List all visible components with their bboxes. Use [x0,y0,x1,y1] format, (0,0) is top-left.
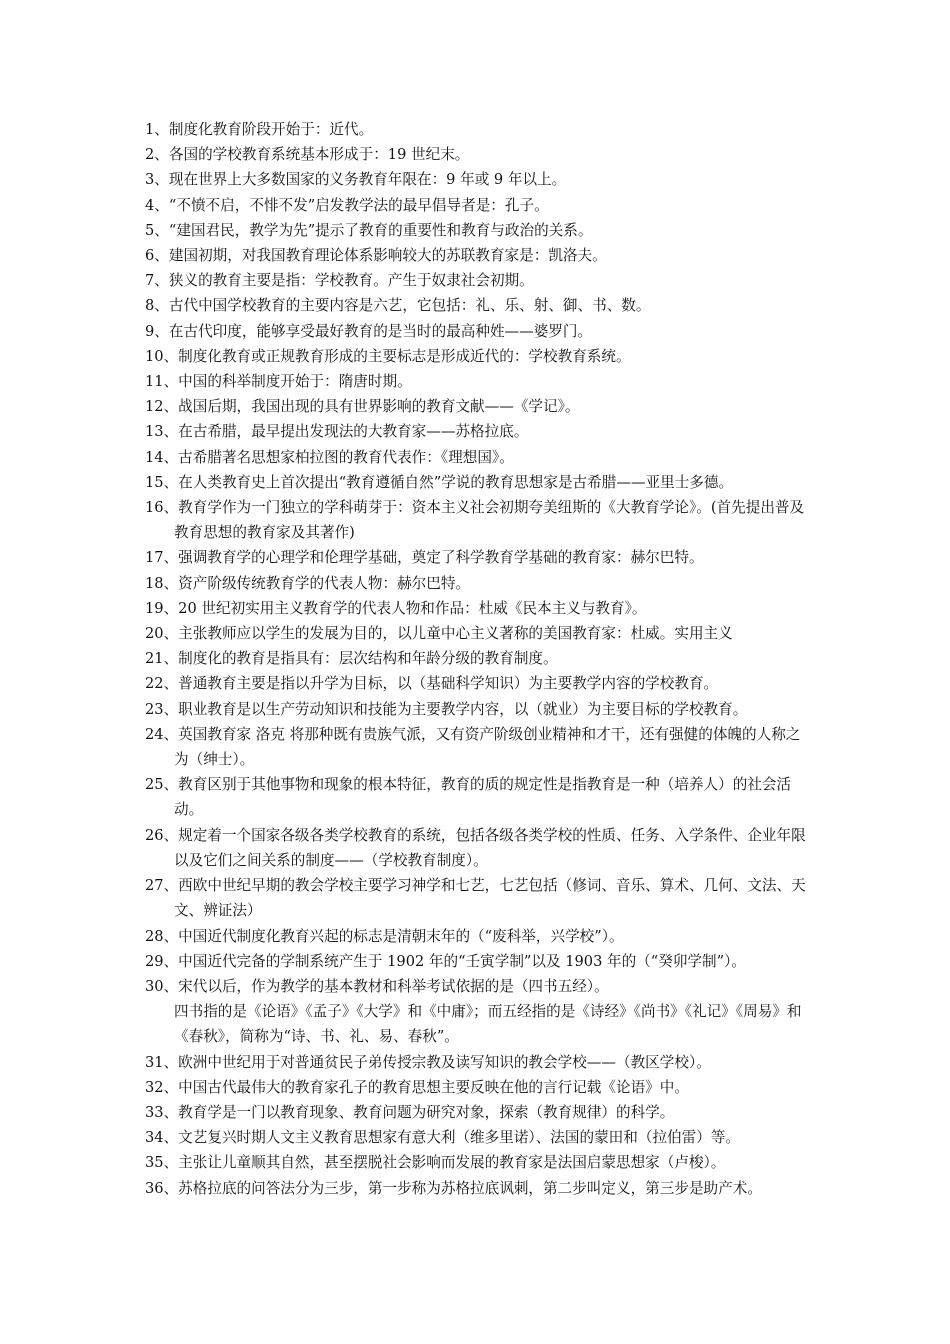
item-text: 狭义的教育主要是指：学校教育。产生于奴隶社会初期。 [168,272,534,290]
item-text: 四书指的是《论语》《孟子》《大学》和《中庸》；而五经指的是《诗经》《尚书》《礼记》《周易》和《春秋》，简称为“诗、书、礼、易、春秋”。 [174,1003,802,1046]
item-number: 19、 [145,599,179,617]
list-item [145,369,813,394]
list-item [145,268,813,293]
item-text: 古代中国学校教育的主要内容是六艺，它包括：礼、乐、射、御、书、数。 [168,297,651,315]
item-text: 主张让儿童顺其自然，甚至摆脱社会影响而发展的教育家是法国启蒙思想家（卢梭）。 [178,1154,726,1172]
item-text: 宋代以后，作为教学的基本教材和科举考试依据的是（四书五经）。 [178,977,609,995]
item-text: 建国初期，对我国教育理论体系影响较大的苏联教育家是：凯洛夫。 [168,247,607,265]
item-text: 普通教育主要是指以升学为目标，以（基础科学知识）为主要教学内容的学校教育。 [178,675,719,693]
item-text: 教育学是一门以教育现象、教育问题为研究对象，探索（教育规律）的科学。 [178,1103,675,1121]
list-item [145,167,813,192]
item-text: 资产阶级传统教育学的代表人物：赫尔巴特。 [178,574,471,592]
item-text: “不愤不启，不悱不发”启发教学法的最早倡导者是：孔子。 [168,196,549,214]
item-text: 教育学作为一门独立的学科萌芽于：资本主义社会初期夸美纽斯的《大教育学论》。(首先提出普及教育思想的教育家及其著作) [174,499,805,542]
item-number: 12、 [145,398,179,416]
list-item [145,949,813,974]
item-text: 20 世纪初实用主义教育学的代表人物和作品：杜威《民本主义与教育》。 [178,599,647,617]
item-text: 中国古代最伟大的教育家孔子的教育思想主要反映在他的言行记载《论语》中。 [178,1078,689,1096]
item-text: 在人类教育史上首次提出“教育遵循自然”学说的教育思想家是古希腊——亚里士多德。 [178,473,734,491]
item-number: 34、 [145,1129,179,1147]
list-item [145,646,813,671]
item-number: 10、 [145,347,179,365]
question-list [145,117,813,1201]
item-number: 27、 [145,877,179,895]
item-number: 29、 [145,952,179,970]
item-number: 14、 [145,448,179,466]
list-item [145,924,813,949]
list-item [145,722,813,772]
item-number: 28、 [145,927,179,945]
item-text: 职业教育是以生产劳动知识和技能为主要教学内容，以（就业）为主要目标的学校教育。 [178,700,748,718]
list-item [145,1100,813,1125]
list-item [145,1150,813,1175]
list-item [145,596,813,621]
item-number: 1、 [145,121,169,138]
item-text: 主张教师应以学生的发展为目的，以儿童中心主义著称的美国教育家：杜威。实用主义 [178,625,733,643]
item-number: 4、 [145,196,169,214]
list-item [145,1125,813,1150]
item-text: 中国近代制度化教育兴起的标志是清朝末年的（“废科举，兴学校”）。 [178,927,624,945]
item-text: 在古希腊，最早提出发现法的大教育家——苏格拉底。 [178,423,529,441]
item-text: 中国近代完备的学制系统产生于 1902 年的“壬寅学制”以及 1903 年的（“癸卯学制”）。 [178,952,746,970]
item-text: 战国后期，我国出现的具有世界影响的教育文献——《学记》。 [178,398,580,416]
item-text: 英国教育家 洛克 将那种既有贵族气派，又有资产阶级创业精神和才干，还有强健的体魄的人称之为（绅士）。 [174,725,801,769]
item-number: 2、 [145,146,169,164]
item-text: 制度化教育阶段开始于：近代。 [168,121,374,138]
list-item [145,621,813,646]
item-number: 25、 [145,776,179,794]
item-number: 11、 [145,373,179,391]
item-text: 规定着一个国家各级各类学校教育的系统，包括各级各类学校的性质、任务、入学条件、企业年限以及它们之间关系的制度——（学校教育制度）。 [174,826,806,869]
list-item [145,470,813,495]
item-number: 5、 [145,221,169,239]
item-number: 36、 [145,1179,179,1197]
item-number: 18、 [145,574,179,592]
item-number: 24、 [145,725,179,743]
list-item-continuation [145,999,813,1049]
list-item [145,1176,813,1201]
list-item [145,193,813,218]
item-number: 17、 [145,549,179,567]
list-item [145,873,813,923]
item-text: 在古代印度，能够享受最好教育的是当时的最高种姓——婆罗门。 [168,322,593,340]
list-item [145,495,813,545]
item-text: 制度化教育或正规教育形成的主要标志是形成近代的：学校教育系统。 [178,347,631,365]
list-item [145,1050,813,1075]
item-text: 苏格拉底的问答法分为三步，第一步称为苏格拉底讽刺，第二步叫定义，第三步是助产术。 [178,1179,762,1197]
list-item [145,142,813,167]
item-text: “建国君民，教学为先”提示了教育的重要性和教育与政治的关系。 [168,221,593,239]
list-item [145,697,813,722]
list-item [145,974,813,999]
list-item [145,445,813,470]
item-text: 文艺复兴时期人文主义教育思想家有意大利（维多里诺）、法国的蒙田和（拉伯雷）等。 [178,1129,741,1147]
list-item [145,117,813,142]
item-text: 欧洲中世纪用于对普通贫民子弟传授宗教及读写知识的教会学校——（教区学校）。 [178,1053,711,1071]
item-number: 30、 [145,977,179,995]
item-number: 32、 [145,1078,179,1096]
item-number: 15、 [145,473,179,491]
item-number: 6、 [145,247,169,265]
list-item [145,419,813,444]
item-text: 中国的科举制度开始于：隋唐时期。 [178,373,412,391]
list-item [145,1075,813,1100]
item-number: 26、 [145,826,179,844]
item-number: 16、 [145,499,179,517]
item-text: 制度化的教育是指具有：层次结构和年龄分级的教育制度。 [178,650,558,668]
item-number: 20、 [145,625,179,643]
item-text: 西欧中世纪早期的教会学校主要学习神学和七艺，七艺包括（修词、音乐、算术、几何、文法、天文、辨证法） [174,877,806,920]
list-item [145,218,813,243]
list-item [145,293,813,318]
list-item [145,671,813,696]
item-number: 31、 [145,1053,179,1071]
list-item [145,772,813,822]
list-item [145,344,813,369]
item-number: 33、 [145,1103,179,1121]
list-item [145,545,813,570]
item-number: 23、 [145,700,179,718]
item-text: 各国的学校教育系统基本形成于：19 世纪末。 [168,146,470,164]
item-number: 8、 [145,297,169,315]
list-item [145,571,813,596]
item-number: 13、 [145,423,179,441]
item-number: 21、 [145,650,179,668]
list-item [145,394,813,419]
list-item [145,823,813,873]
item-text: 现在世界上大多数国家的义务教育年限在：9 年或 9 年以上。 [168,171,567,189]
list-item [145,243,813,268]
item-text: 教育区别于其他事物和现象的根本特征，教育的质的规定性是指教育是一种（培养人）的社会活动。 [174,776,792,819]
item-number: 7、 [145,272,169,290]
item-number: 22、 [145,675,179,693]
item-text: 古希腊著名思想家柏拉图的教育代表作：《理想国》。 [178,448,514,466]
item-number: 9、 [145,322,169,340]
list-item [145,319,813,344]
item-number: 35、 [145,1154,179,1172]
item-text: 强调教育学的心理学和伦理学基础，奠定了科学教育学基础的教育家：赫尔巴特。 [178,549,704,567]
item-number: 3、 [145,171,169,189]
